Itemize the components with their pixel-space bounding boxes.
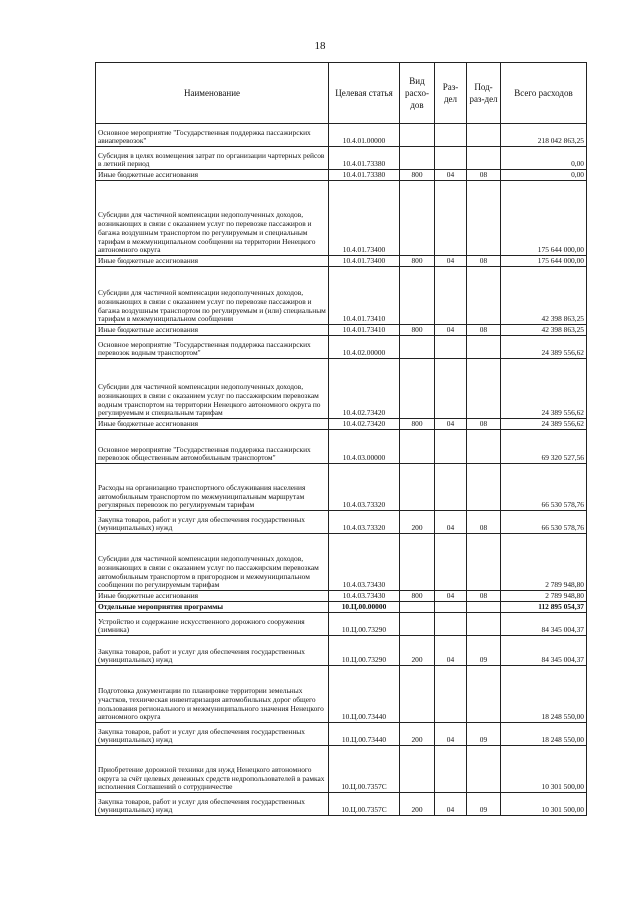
- cell-target-article: 10.4.01.73410: [329, 267, 400, 325]
- cell-total: 24 389 556,62: [501, 419, 587, 430]
- cell-subsection: [467, 147, 501, 170]
- cell-target-article: 10.4.01.73410: [329, 325, 400, 336]
- cell-section: 04: [435, 325, 467, 336]
- cell-target-article: 10.Ц.00.73290: [329, 613, 400, 636]
- cell-subsection: [467, 746, 501, 793]
- cell-subsection: [467, 602, 501, 613]
- cell-name: Субсидия в целях возмещения затрат по организации чартерных рейсов в летний период: [96, 147, 329, 170]
- table-header-row: [96, 63, 587, 124]
- cell-section: [435, 464, 467, 511]
- cell-name: Субсидии для частичной компенсации недополученных доходов, возникающих в связи с оказанием услуг по пассажирским перевозкам автомобильным транспортом в пригородном и межмуниципальном сообщении по регулируемым тарифам: [96, 534, 329, 591]
- cell-name: Подготовка документации по планировке территории земельных участков, техническая инвентаризация автомобильных дорог общего пользования регионального и межмуниципального значения Ненецкого автономного округа: [96, 666, 329, 723]
- cell-target-article: 10.Ц.00.73440: [329, 723, 400, 746]
- table-row: [96, 256, 587, 267]
- cell-section: 04: [435, 419, 467, 430]
- cell-total: 42 398 863,25: [501, 267, 587, 325]
- table-row: [96, 511, 587, 534]
- cell-subsection: [467, 359, 501, 419]
- cell-section: 04: [435, 591, 467, 602]
- cell-subsection: [467, 430, 501, 464]
- cell-subsection: [467, 336, 501, 359]
- cell-name: Основное мероприятие "Государственная поддержка пассажирских авиаперевозок": [96, 124, 329, 147]
- header-expense-kind: Вид расхо-дов: [400, 63, 435, 124]
- cell-expense-kind: [400, 147, 435, 170]
- cell-subsection: [467, 613, 501, 636]
- header-section: Раз-дел: [435, 63, 467, 124]
- cell-section: [435, 267, 467, 325]
- cell-expense-kind: [400, 181, 435, 256]
- cell-subsection: [467, 666, 501, 723]
- cell-name: Субсидии для частичной компенсации недополученных доходов, возникающих в связи с оказанием услуг по перевозке пассажиров и багажа воздушным транспортом по регулируемым и (или) специальным тарифам в межмуниципальном сообщении: [96, 267, 329, 325]
- cell-target-article: 10.4.03.73430: [329, 534, 400, 591]
- cell-section: [435, 534, 467, 591]
- cell-name: Субсидии для частичной компенсации недополученных доходов, возникающих в связи с оказанием услуг по перевозке пассажиров и багажа воздушным транспортом по регулируемым и специальным тарифам в межмуниципальном сообщении на территории Ненецкого автономного округа: [96, 181, 329, 256]
- header-name: Наименование: [96, 63, 329, 124]
- cell-total: 10 301 500,00: [501, 746, 587, 793]
- cell-subsection: 08: [467, 419, 501, 430]
- cell-subsection: [467, 267, 501, 325]
- cell-name: Иные бюджетные ассигнования: [96, 591, 329, 602]
- cell-subsection: 08: [467, 170, 501, 181]
- header-target-article: Целевая статья: [329, 63, 400, 124]
- cell-section: [435, 602, 467, 613]
- cell-section: [435, 124, 467, 147]
- cell-subsection: [467, 124, 501, 147]
- table-row: [96, 181, 587, 256]
- cell-subsection: 08: [467, 325, 501, 336]
- table-row: [96, 613, 587, 636]
- cell-expense-kind: [400, 613, 435, 636]
- cell-name: Иные бюджетные ассигнования: [96, 325, 329, 336]
- cell-target-article: 10.Ц.00.7357С: [329, 746, 400, 793]
- cell-subsection: [467, 181, 501, 256]
- cell-expense-kind: [400, 336, 435, 359]
- cell-section: [435, 147, 467, 170]
- cell-expense-kind: 200: [400, 511, 435, 534]
- table-row: [96, 746, 587, 793]
- table-row: [96, 793, 587, 816]
- cell-total: 18 248 550,00: [501, 723, 587, 746]
- table-row: [96, 419, 587, 430]
- cell-total: 10 301 500,00: [501, 793, 587, 816]
- page-number: 18: [314, 40, 326, 52]
- cell-total: 0,00: [501, 170, 587, 181]
- cell-section: [435, 336, 467, 359]
- cell-section: 04: [435, 170, 467, 181]
- cell-total: 2 789 948,80: [501, 591, 587, 602]
- cell-total: 175 644 000,00: [501, 256, 587, 267]
- cell-target-article: 10.4.01.73400: [329, 181, 400, 256]
- cell-total: 84 345 004,37: [501, 613, 587, 636]
- budget-table: [95, 62, 587, 816]
- cell-section: [435, 746, 467, 793]
- cell-subsection: 08: [467, 256, 501, 267]
- cell-section: [435, 181, 467, 256]
- cell-name: Иные бюджетные ассигнования: [96, 170, 329, 181]
- cell-name: Закупка товаров, работ и услуг для обеспечения государственных (муниципальных) нужд: [96, 723, 329, 746]
- cell-name: Иные бюджетные ассигнования: [96, 256, 329, 267]
- cell-name: Расходы на организацию транспортного обслуживания населения автомобильным транспортом по межмуниципальным маршрутам регулярных перевозок по регулируемым тарифам: [96, 464, 329, 511]
- cell-total: 84 345 004,37: [501, 636, 587, 666]
- cell-total: 24 389 556,62: [501, 336, 587, 359]
- table-row: [96, 147, 587, 170]
- cell-subsection: 08: [467, 591, 501, 602]
- table-row: [96, 636, 587, 666]
- cell-expense-kind: 200: [400, 723, 435, 746]
- cell-target-article: 10.4.01.73380: [329, 170, 400, 181]
- cell-total: 112 895 054,37: [501, 602, 587, 613]
- cell-target-article: 10.Ц.00.00000: [329, 602, 400, 613]
- cell-expense-kind: 800: [400, 419, 435, 430]
- table-body: [96, 124, 587, 816]
- cell-name: Устройство и содержание искусственного дорожного сооружения (зимника): [96, 613, 329, 636]
- cell-expense-kind: [400, 746, 435, 793]
- cell-section: [435, 666, 467, 723]
- cell-target-article: 10.4.03.73320: [329, 511, 400, 534]
- cell-expense-kind: [400, 534, 435, 591]
- cell-target-article: 10.Ц.00.73290: [329, 636, 400, 666]
- table-row: [96, 591, 587, 602]
- cell-total: 66 530 578,76: [501, 464, 587, 511]
- cell-section: 04: [435, 793, 467, 816]
- cell-target-article: 10.4.01.73380: [329, 147, 400, 170]
- cell-target-article: 10.4.02.73420: [329, 359, 400, 419]
- cell-expense-kind: 200: [400, 793, 435, 816]
- cell-total: 18 248 550,00: [501, 666, 587, 723]
- cell-expense-kind: 200: [400, 636, 435, 666]
- cell-expense-kind: [400, 267, 435, 325]
- cell-total: 2 789 948,80: [501, 534, 587, 591]
- cell-target-article: 10.Ц.00.73440: [329, 666, 400, 723]
- cell-expense-kind: [400, 666, 435, 723]
- cell-target-article: 10.4.02.73420: [329, 419, 400, 430]
- header-subsection: Под-раз-дел: [467, 63, 501, 124]
- cell-section: 04: [435, 511, 467, 534]
- cell-target-article: 10.4.01.00000: [329, 124, 400, 147]
- cell-target-article: 10.4.03.73320: [329, 464, 400, 511]
- cell-expense-kind: [400, 359, 435, 419]
- cell-expense-kind: 800: [400, 256, 435, 267]
- cell-target-article: 10.4.01.73400: [329, 256, 400, 267]
- cell-name: Иные бюджетные ассигнования: [96, 419, 329, 430]
- header-total: Всего расходов: [501, 63, 587, 124]
- table-row: [96, 723, 587, 746]
- cell-expense-kind: 800: [400, 591, 435, 602]
- table-row: [96, 124, 587, 147]
- cell-target-article: 10.4.03.00000: [329, 430, 400, 464]
- cell-section: [435, 359, 467, 419]
- cell-section: [435, 613, 467, 636]
- cell-target-article: 10.4.02.00000: [329, 336, 400, 359]
- table-row: [96, 464, 587, 511]
- cell-total: 175 644 000,00: [501, 181, 587, 256]
- cell-expense-kind: 800: [400, 325, 435, 336]
- table-row: [96, 170, 587, 181]
- table-row: [96, 359, 587, 419]
- cell-section: 04: [435, 256, 467, 267]
- cell-total: 218 042 863,25: [501, 124, 587, 147]
- table-row: [96, 325, 587, 336]
- table-row: [96, 336, 587, 359]
- cell-name: Закупка товаров, работ и услуг для обеспечения государственных (муниципальных) нужд: [96, 511, 329, 534]
- cell-subsection: 08: [467, 511, 501, 534]
- cell-name: Основное мероприятие "Государственная поддержка пассажирских перевозок водным транспортом": [96, 336, 329, 359]
- cell-target-article: 10.4.03.73430: [329, 591, 400, 602]
- cell-name: Основное мероприятие "Государственная поддержка пассажирских перевозок общественным автомобильным транспортом": [96, 430, 329, 464]
- cell-expense-kind: [400, 602, 435, 613]
- cell-name: Приобретение дорожной техники для нужд Ненецкого автономного округа за счёт целевых денежных средств недропользователей в рамках исполнения Соглашений о сотрудничестве: [96, 746, 329, 793]
- cell-name: Закупка товаров, работ и услуг для обеспечения государственных (муниципальных) нужд: [96, 636, 329, 666]
- cell-expense-kind: [400, 464, 435, 511]
- cell-subsection: 09: [467, 636, 501, 666]
- cell-total: 24 389 556,62: [501, 359, 587, 419]
- table-row: [96, 534, 587, 591]
- cell-section: 04: [435, 723, 467, 746]
- cell-total: 69 320 527,56: [501, 430, 587, 464]
- cell-name: Субсидии для частичной компенсации недополученных доходов, возникающих в связи с оказанием услуг по пассажирским перевозкам водным транспортом на территории Ненецкого автономного округа по регулируемым и специальным тарифам: [96, 359, 329, 419]
- cell-total: 66 530 578,76: [501, 511, 587, 534]
- table-row: [96, 666, 587, 723]
- cell-section: [435, 430, 467, 464]
- cell-subsection: [467, 534, 501, 591]
- cell-expense-kind: 800: [400, 170, 435, 181]
- table-row: [96, 430, 587, 464]
- cell-subsection: 09: [467, 723, 501, 746]
- table-row: [96, 267, 587, 325]
- cell-expense-kind: [400, 430, 435, 464]
- cell-subsection: [467, 464, 501, 511]
- cell-total: 42 398 863,25: [501, 325, 587, 336]
- cell-target-article: 10.Ц.00.7357С: [329, 793, 400, 816]
- cell-section: 04: [435, 636, 467, 666]
- cell-subsection: 09: [467, 793, 501, 816]
- table-row: [96, 602, 587, 613]
- cell-name: Отдельные мероприятия программы: [96, 602, 329, 613]
- cell-total: 0,00: [501, 147, 587, 170]
- cell-name: Закупка товаров, работ и услуг для обеспечения государственных (муниципальных) нужд: [96, 793, 329, 816]
- cell-expense-kind: [400, 124, 435, 147]
